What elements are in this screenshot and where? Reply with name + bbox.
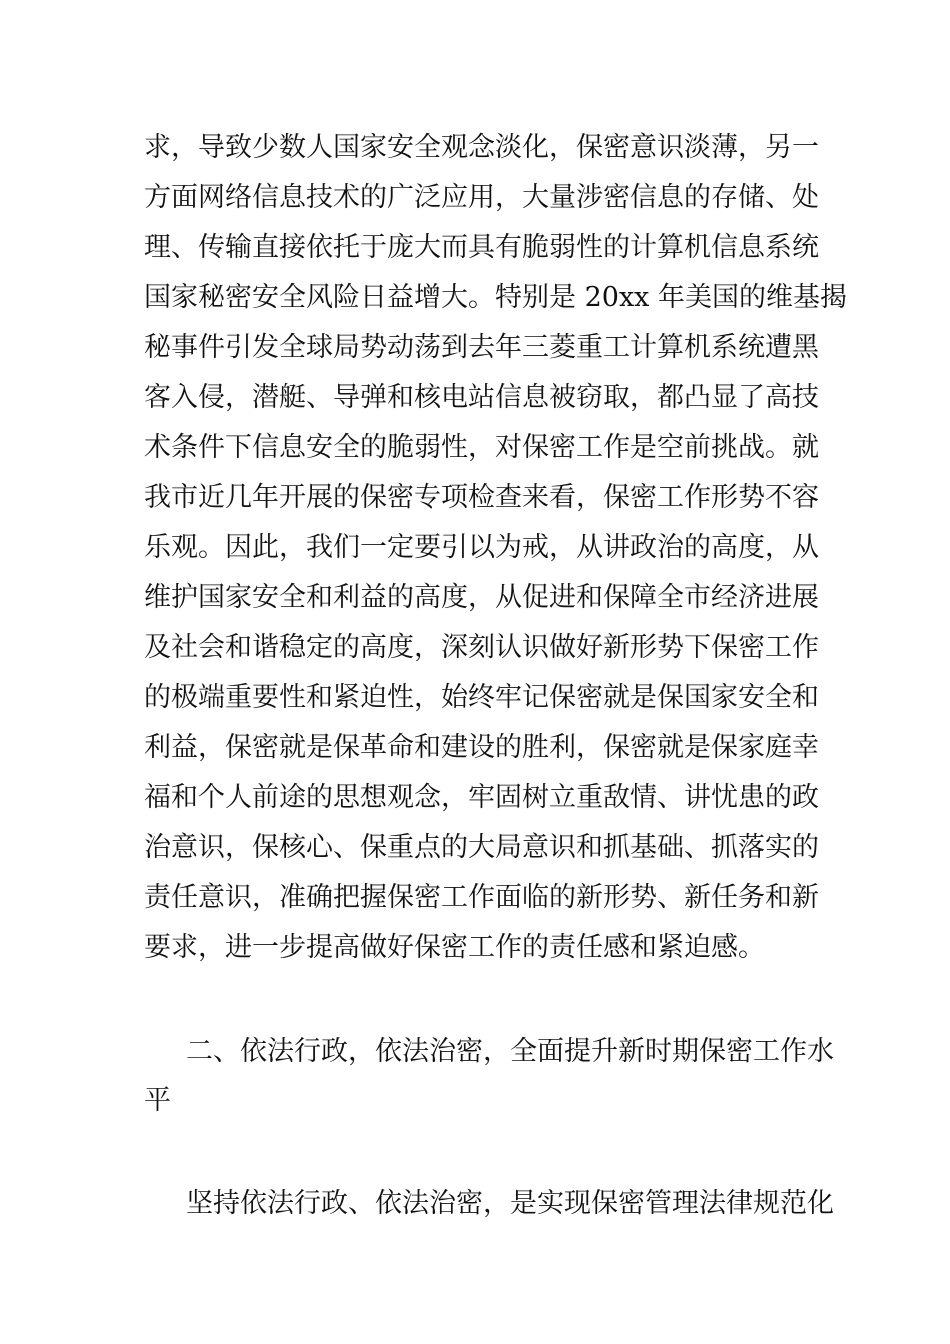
body-text-line: 责任意识，准确把握保密工作面临的新形势、新任务和新: [144, 882, 819, 913]
body-text-line: 维护国家安全和利益的高度，从促进和保障全市经济进展: [144, 582, 819, 613]
body-text-line: 方面网络信息技术的广泛应用，大量涉密信息的存储、处: [144, 182, 819, 213]
body-text-line: 乐观。因此，我们一定要引以为戒，从讲政治的高度，从: [144, 532, 819, 563]
body-text-line: 利益，保密就是保革命和建设的胜利，保密就是保家庭幸: [144, 732, 819, 763]
body-text-line: 秘事件引发全球局势动荡到去年三菱重工计算机系统遭黑: [144, 332, 819, 363]
body-text-line: 理、传输直接依托于庞大而具有脆弱性的计算机信息系统: [144, 232, 819, 263]
body-text-line: 术条件下信息安全的脆弱性，对保密工作是空前挑战。就: [144, 432, 819, 463]
body-text-line: 客入侵，潜艇、导弹和核电站信息被窃取，都凸显了高技: [144, 382, 819, 413]
body-text-line: 及社会和谐稳定的高度，深刻认识做好新形势下保密工作: [144, 632, 819, 663]
body-text-line: 福和个人前途的思想观念，牢固树立重敌情、讲忧患的政: [144, 782, 819, 813]
body-text-line: 的极端重要性和紧迫性，始终牢记保密就是保国家安全和: [144, 682, 819, 713]
body-text-line: 治意识，保核心、保重点的大局意识和抓基础、抓落实的: [144, 832, 819, 863]
section-heading-line: 平: [144, 1085, 171, 1116]
body-text-line: 坚持依法行政、依法治密，是实现保密管理法律规范化: [186, 1188, 834, 1219]
body-text-line: 求，导致少数人国家安全观念淡化，保密意识淡薄，另一: [144, 132, 819, 163]
body-text-line: 国家秘密安全风险日益增大。特别是 20xx 年美国的维基揭: [144, 282, 847, 313]
body-text-line: 要求，进一步提高做好保密工作的责任感和紧迫感。: [144, 932, 765, 963]
body-text-line: 我市近几年开展的保密专项检查来看，保密工作形势不容: [144, 482, 819, 513]
section-heading-line: 二、依法行政，依法治密，全面提升新时期保密工作水: [186, 1036, 834, 1067]
